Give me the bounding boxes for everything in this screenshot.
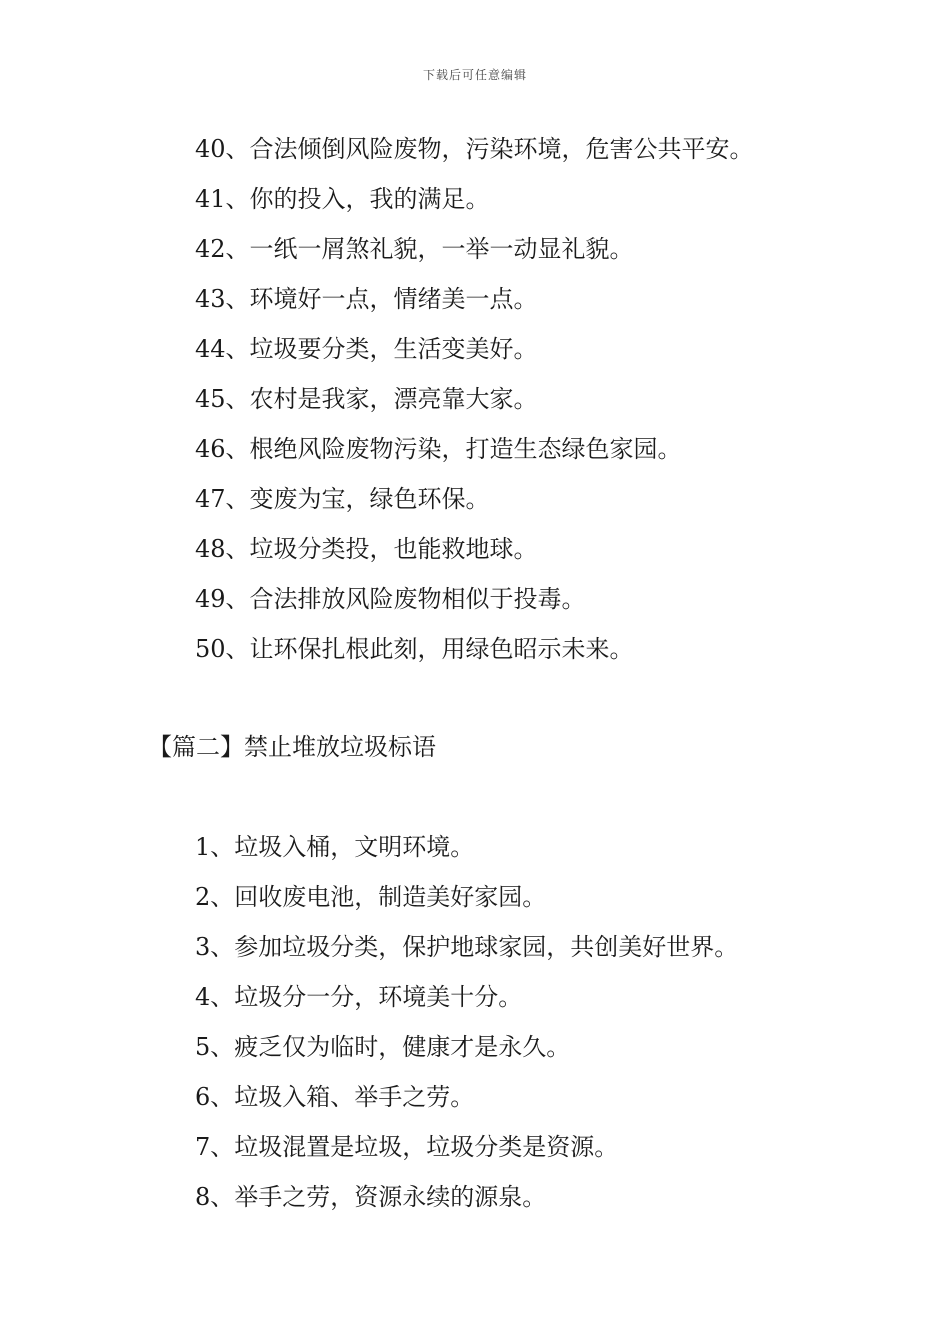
list-item: 8、举手之劳，资源永续的源泉。 bbox=[195, 1183, 547, 1211]
slogan-list-part1 bbox=[195, 133, 754, 683]
list-item: 6、垃圾入箱、举手之劳。 bbox=[195, 1083, 475, 1111]
page-header: 下载后可任意编辑 bbox=[422, 68, 527, 82]
list-item: 41、你的投入，我的满足。 bbox=[195, 185, 490, 213]
list-item: 44、垃圾要分类，生活变美好。 bbox=[195, 335, 538, 363]
list-item: 40、合法倾倒风险废物，污染环境，危害公共平安。 bbox=[195, 135, 754, 163]
list-item: 48、垃圾分类投，也能救地球。 bbox=[195, 535, 538, 563]
section-title: 【篇二】禁止堆放垃圾标语 bbox=[148, 733, 436, 761]
list-item: 2、回收废电池，制造美好家园。 bbox=[195, 883, 547, 911]
list-item: 4、垃圾分一分，环境美十分。 bbox=[195, 983, 523, 1011]
list-item: 1、垃圾入桶，文明环境。 bbox=[195, 833, 475, 861]
list-item: 46、根绝风险废物污染，打造生态绿色家园。 bbox=[195, 435, 682, 463]
list-item: 42、一纸一屑煞礼貌，一举一动显礼貌。 bbox=[195, 235, 634, 263]
list-item: 43、环境好一点，情绪美一点。 bbox=[195, 285, 538, 313]
list-item: 7、垃圾混置是垃圾，垃圾分类是资源。 bbox=[195, 1133, 619, 1161]
list-item: 45、农村是我家，漂亮靠大家。 bbox=[195, 385, 538, 413]
list-item: 3、参加垃圾分类，保护地球家园，共创美好世界。 bbox=[195, 933, 739, 961]
list-item: 5、疲乏仅为临时，健康才是永久。 bbox=[195, 1033, 571, 1061]
slogan-list-part2 bbox=[195, 831, 738, 1231]
list-item: 47、变废为宝，绿色环保。 bbox=[195, 485, 490, 513]
list-item: 49、合法排放风险废物相似于投毒。 bbox=[195, 585, 586, 613]
list-item: 50、让环保扎根此刻，用绿色昭示未来。 bbox=[195, 635, 634, 663]
